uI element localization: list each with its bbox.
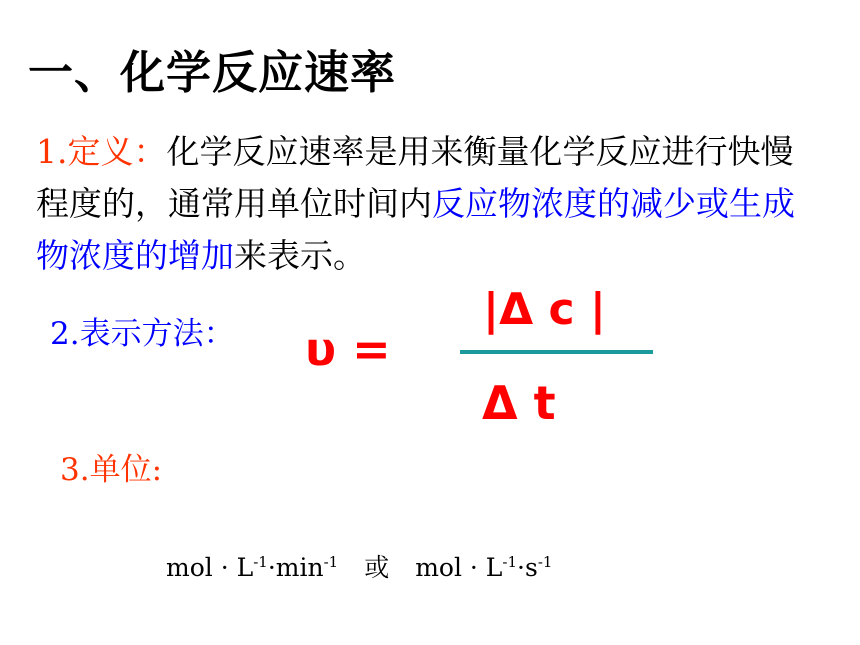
method-label: 2.表示方法： bbox=[50, 316, 235, 352]
formula-lhs: υ = bbox=[305, 322, 391, 376]
unit1-exp1: -1 bbox=[253, 553, 268, 571]
fraction-line bbox=[460, 350, 653, 354]
unit2-mid: ·s bbox=[517, 553, 538, 582]
definition-text-1: 化学反应速率是用来衡量化学反应进行快慢程度的，通常用单位时间内 bbox=[36, 132, 794, 223]
unit2-exp2: -1 bbox=[537, 553, 553, 571]
unit1-base: mol · L bbox=[166, 553, 254, 582]
unit-label: 3.单位: bbox=[60, 452, 163, 488]
formula-numerator: |Δ c | bbox=[483, 284, 606, 335]
unit2-exp1: -1 bbox=[502, 553, 518, 571]
page-title: 一、化学反应速率 bbox=[28, 46, 397, 99]
unit1-mid: ·min bbox=[267, 553, 324, 582]
formula-denominator: Δ t bbox=[482, 376, 556, 430]
definition-highlight-product: 生成物浓度的增加 bbox=[36, 184, 795, 275]
definition-text-or: 或 bbox=[696, 184, 729, 223]
unit1-exp2: -1 bbox=[323, 553, 339, 571]
definition-label: 1.定义： bbox=[36, 132, 167, 171]
units-line bbox=[166, 548, 552, 584]
definition-paragraph bbox=[36, 126, 816, 282]
definition-highlight-reactant: 反应物浓度的减少 bbox=[432, 184, 696, 223]
units-or: 或 bbox=[364, 553, 390, 582]
unit2-base: mol · L bbox=[415, 553, 503, 582]
definition-text-end: 来表示。 bbox=[234, 236, 366, 275]
